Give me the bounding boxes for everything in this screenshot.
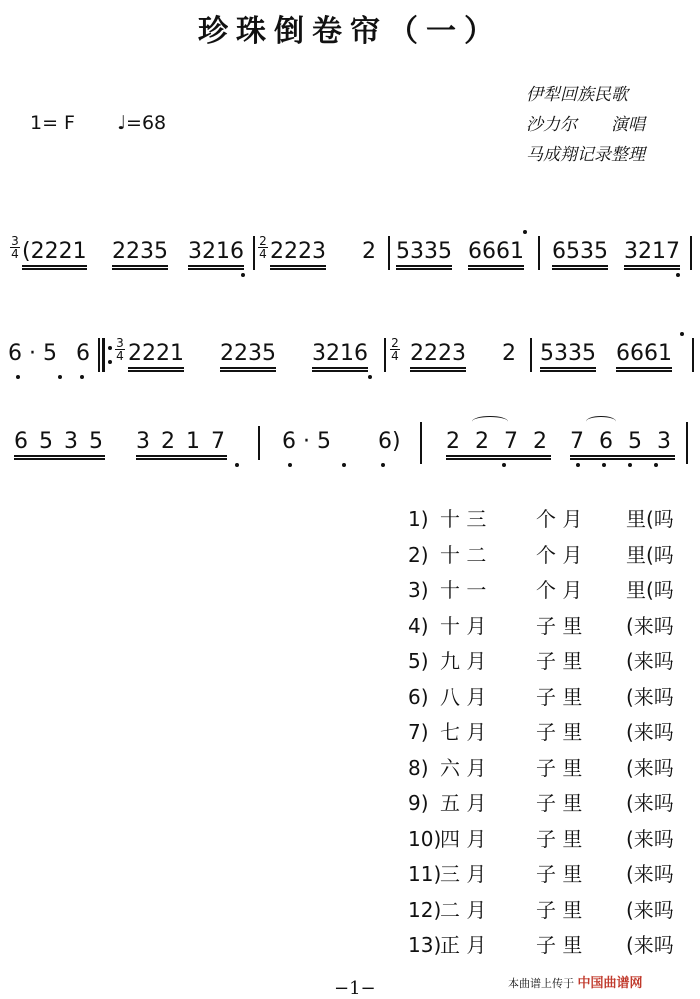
lyric-text-a: 十 一: [440, 578, 487, 602]
barline: [384, 338, 386, 372]
lyric-text-c: (来吗: [626, 720, 674, 744]
lyric-text-b: 子 里: [536, 826, 583, 851]
lyric-text-b: 子 里: [536, 897, 583, 922]
barline: [692, 338, 694, 372]
song-title: 珍珠倒卷帘（一）: [198, 14, 502, 49]
lyric-text-a: 六 月: [440, 755, 487, 780]
credits-block: [526, 80, 645, 170]
note-group: 6 · 5: [8, 341, 57, 366]
credit-origin: 伊犁回族民歌: [526, 85, 628, 105]
note-group: 5335: [540, 342, 596, 372]
low-octave-dot: [235, 463, 239, 467]
note-group: 2223: [270, 240, 326, 270]
note: 2: [502, 341, 516, 366]
lyric-text-c: 里(吗: [626, 578, 674, 602]
note-group: 5335: [396, 240, 452, 270]
low-octave-dot: [58, 375, 62, 379]
note-group: 2223: [410, 342, 466, 372]
lyric-text-c: (来吗: [626, 791, 674, 815]
lyric-text-b: 子 里: [536, 791, 583, 815]
repeat-barline: [98, 338, 100, 372]
low-octave-dot: [241, 273, 245, 277]
lyric-text-c: (来吗: [626, 684, 674, 709]
low-octave-dot: [16, 375, 20, 379]
low-octave-dot: [288, 463, 292, 467]
note-group: 2 2 7 2: [446, 430, 551, 460]
low-octave-dot: [602, 463, 606, 467]
lyric-text-c: (来吗: [626, 826, 674, 851]
note-group: 3216: [188, 240, 244, 270]
credit-transcriber: 马成翔记录整理: [526, 145, 645, 165]
lyric-text-b: 个 月: [536, 507, 583, 531]
barline: [258, 426, 260, 460]
note-group: (2221: [22, 240, 87, 270]
footer-credit: [508, 972, 643, 991]
lyric-verse-number: 10): [408, 826, 442, 851]
page-number: −1−: [334, 978, 376, 999]
lyric-verse-number: 9): [408, 791, 429, 815]
barline: [530, 338, 532, 372]
tempo-marking: ♩=68: [117, 112, 167, 134]
low-octave-dot: [628, 463, 632, 467]
slur: [472, 416, 508, 427]
note-group: 3216: [312, 342, 368, 372]
lyric-text-a: 十 三: [440, 507, 487, 531]
lyric-text-a: 正 月: [440, 933, 487, 957]
footer-brand: 中国曲谱网: [577, 976, 643, 991]
lyric-text-a: 三 月: [440, 862, 487, 886]
key-tempo: [30, 112, 166, 134]
lyric-text-c: (来吗: [626, 755, 674, 780]
lyric-text-b: 子 里: [536, 755, 583, 780]
time-signature-2-4: 2 4: [391, 336, 399, 363]
lyric-text-a: 七 月: [440, 720, 487, 744]
lyric-text-b: 子 里: [536, 649, 583, 673]
lyric-verse-number: 4): [408, 613, 429, 638]
note-group: 2235: [112, 240, 168, 270]
lyric-verse-number: 11): [408, 862, 442, 886]
low-octave-dot: [676, 273, 680, 277]
lyric-verse-number: 2): [408, 542, 429, 567]
time-signature-2-4: 2 4: [259, 234, 267, 261]
low-octave-dot: [502, 463, 506, 467]
barline: [690, 236, 692, 270]
lyric-text-a: 十 月: [440, 613, 487, 638]
time-signature-3-4: 3 4: [116, 336, 124, 363]
high-octave-dot: [523, 230, 527, 234]
lyric-text-c: 里(吗: [626, 507, 674, 531]
note-group: 7 6 5 3: [570, 430, 675, 460]
note-group: 6535: [552, 240, 608, 270]
lyric-text-b: 个 月: [536, 542, 583, 567]
lyric-text-b: 子 里: [536, 720, 583, 744]
lyric-text-a: 九 月: [440, 649, 487, 673]
lyric-text-c: (来吗: [626, 613, 674, 638]
score-row-1: [0, 230, 700, 290]
low-octave-dot: [576, 463, 580, 467]
note: 6): [378, 429, 401, 454]
lyric-text-c: (来吗: [626, 897, 674, 922]
lyric-text-b: 子 里: [536, 933, 583, 957]
slur: [586, 416, 616, 427]
lyric-text-a: 二 月: [440, 897, 487, 922]
repeat-dot: [108, 360, 112, 364]
low-octave-dot: [381, 463, 385, 467]
note-group: 2235: [220, 342, 276, 372]
score-row-2: [0, 332, 700, 392]
barline: [686, 422, 688, 464]
score-row-3: [0, 420, 700, 480]
high-octave-dot: [680, 332, 684, 336]
lyric-text-c: (来吗: [626, 649, 674, 673]
lyric-verse-number: 7): [408, 720, 429, 744]
low-octave-dot: [368, 375, 372, 379]
lyric-verse-number: 8): [408, 755, 429, 780]
note-group: 6 5 3 5: [14, 430, 105, 460]
note-group: 2221: [128, 342, 184, 372]
note-group: 3217: [624, 240, 680, 270]
footer-credit-text: 本曲谱上传于: [508, 977, 574, 990]
barline: [538, 236, 540, 270]
lyric-text-a: 四 月: [440, 826, 487, 851]
lyric-verse-number: 3): [408, 578, 429, 602]
key-signature: 1= F: [30, 112, 75, 134]
note-group: 6 · 5: [282, 429, 331, 454]
repeat-barline-thick: [102, 338, 105, 372]
low-octave-dot: [654, 463, 658, 467]
lyric-text-b: 子 里: [536, 862, 583, 886]
note-group: 6661: [616, 342, 672, 372]
lyric-text-c: (来吗: [626, 862, 674, 886]
lyric-verse-number: 5): [408, 649, 429, 673]
note: 6: [76, 341, 90, 366]
barline: [253, 236, 255, 270]
barline: [420, 422, 422, 464]
lyric-verse-number: 6): [408, 684, 429, 709]
time-signature-3-4: 3 4: [11, 234, 19, 261]
lyric-text-a: 五 月: [440, 791, 487, 815]
note-group: 6661: [468, 240, 524, 270]
lyric-text-b: 个 月: [536, 578, 583, 602]
lyric-verse-number: 12): [408, 897, 442, 922]
low-octave-dot: [80, 375, 84, 379]
lyric-text-b: 子 里: [536, 684, 583, 709]
lyric-text-a: 八 月: [440, 684, 487, 709]
note-group: 3 2 1 7: [136, 430, 227, 460]
repeat-dot: [108, 346, 112, 350]
barline: [388, 236, 390, 270]
lyric-verse-number: 13): [408, 933, 442, 957]
credit-singer: 沙力尔 演唱: [526, 115, 645, 135]
note: 2: [362, 239, 376, 264]
lyric-text-c: 里(吗: [626, 542, 674, 567]
lyric-text-c: (来吗: [626, 933, 674, 957]
low-octave-dot: [342, 463, 346, 467]
lyric-text-a: 十 二: [440, 542, 487, 567]
lyric-text-b: 子 里: [536, 613, 583, 638]
lyric-verse-number: 1): [408, 507, 429, 531]
